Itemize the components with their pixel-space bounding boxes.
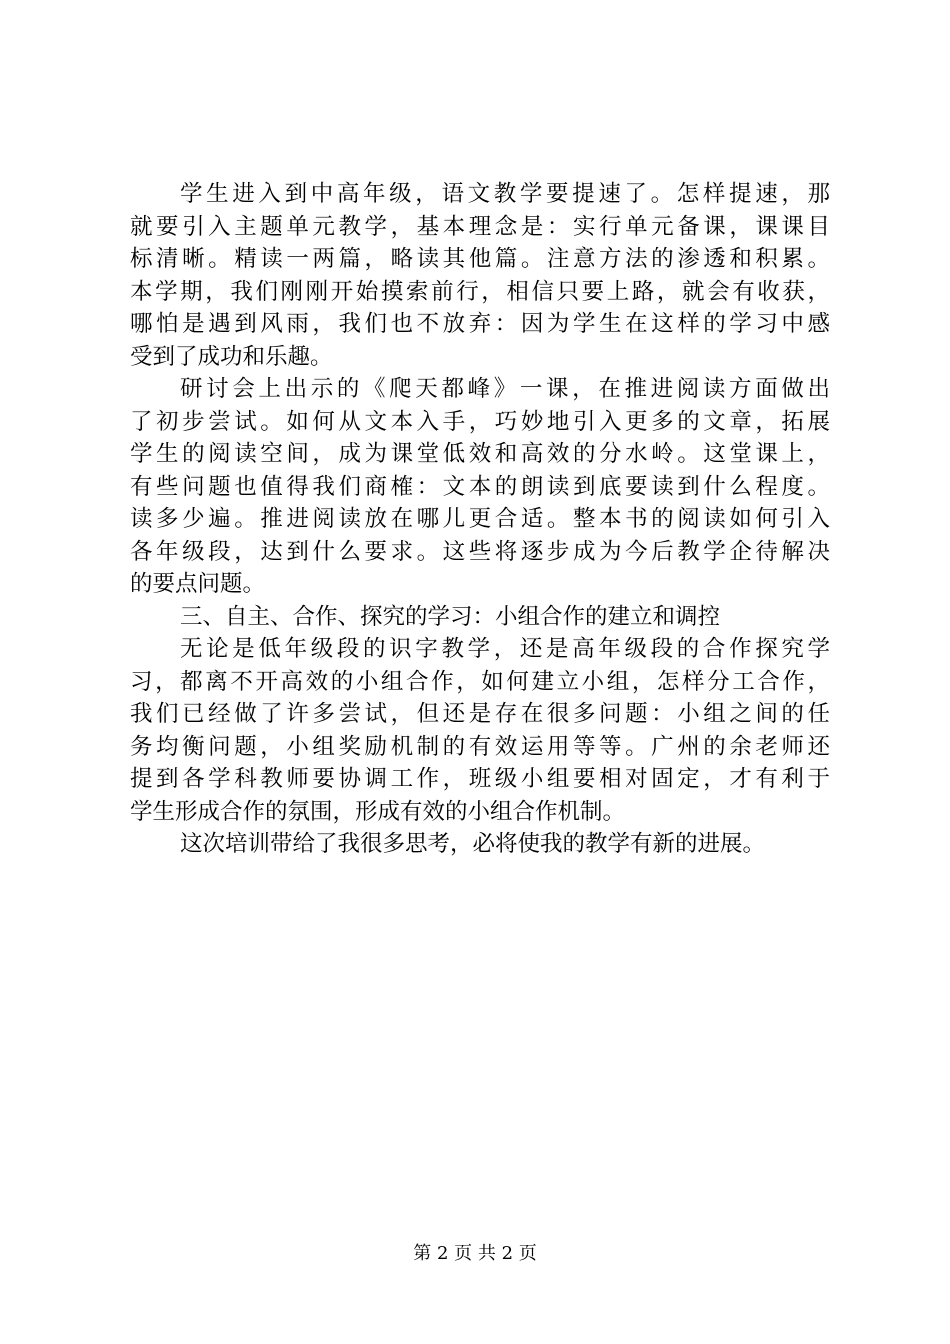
paragraph-2 [130,373,830,601]
paragraph-line: 这次培训带给了我很多思考，必将使我的教学有新的进展。 [180,831,766,857]
section-heading [130,601,830,634]
paragraph-line: 有些问题也值得我们商榷：文本的朗读到底要读到什么程度。 [130,473,830,500]
paragraph-line: 读多少遍。推进阅读放在哪儿更合适。整本书的阅读如何引入 [130,506,830,532]
paragraph-line: 我们已经做了许多尝试，但还是存在很多问题：小组之间的任 [130,701,830,727]
paragraph-line: 务均衡问题，小组奖励机制的有效运用等等。广州的余老师还 [130,733,830,760]
paragraph-line: 哪怕是遇到风雨，我们也不放弃：因为学生在这样的学习中感 [130,311,830,337]
page-number-footer: 第 2 页 共 2 页 [413,1243,537,1264]
paragraph-3 [130,633,830,828]
paragraph-line: 标清晰。精读一两篇，略读其他篇。注意方法的渗透和积累。 [130,246,830,272]
paragraph-line: 学生进入到中高年级，语文教学要提速了。怎样提速，那 [180,181,830,207]
paragraph-line: 受到了成功和乐趣。 [130,343,333,370]
paragraph-1 [130,178,830,373]
paragraph-line: 无论是低年级段的识字教学，还是高年级段的合作探究学 [180,636,830,662]
paragraph-line: 习，都离不开高效的小组合作，如何建立小组，怎样分工合作， [130,668,830,695]
document-body [130,178,830,861]
paragraph-line: 研讨会上出示的《爬天都峰》一课，在推进阅读方面做出 [180,376,830,402]
paragraph-line: 了初步尝试。如何从文本入手，巧妙地引入更多的文章，拓展 [130,408,830,435]
paragraph-line: 学生形成合作的氛围，形成有效的小组合作机制。 [130,798,626,825]
paragraph-line: 学生的阅读空间，成为课堂低效和高效的分水岭。这堂课上， [130,441,830,467]
paragraph-line: 就要引入主题单元教学，基本理念是：实行单元备课，课课目 [130,213,830,240]
paragraph-line: 本学期，我们刚刚开始摸索前行，相信只要上路，就会有收获， [130,278,830,305]
section-heading-text: 三、自主、合作、探究的学习：小组合作的建立和调控 [180,603,721,630]
paragraph-line: 提到各学科教师要协调工作，班级小组要相对固定，才有利于 [130,766,830,792]
paragraph-line: 的要点问题。 [130,571,266,597]
paragraph-line: 各年级段，达到什么要求。这些将逐步成为今后教学企待解决 [130,538,830,565]
paragraph-4 [130,828,830,861]
